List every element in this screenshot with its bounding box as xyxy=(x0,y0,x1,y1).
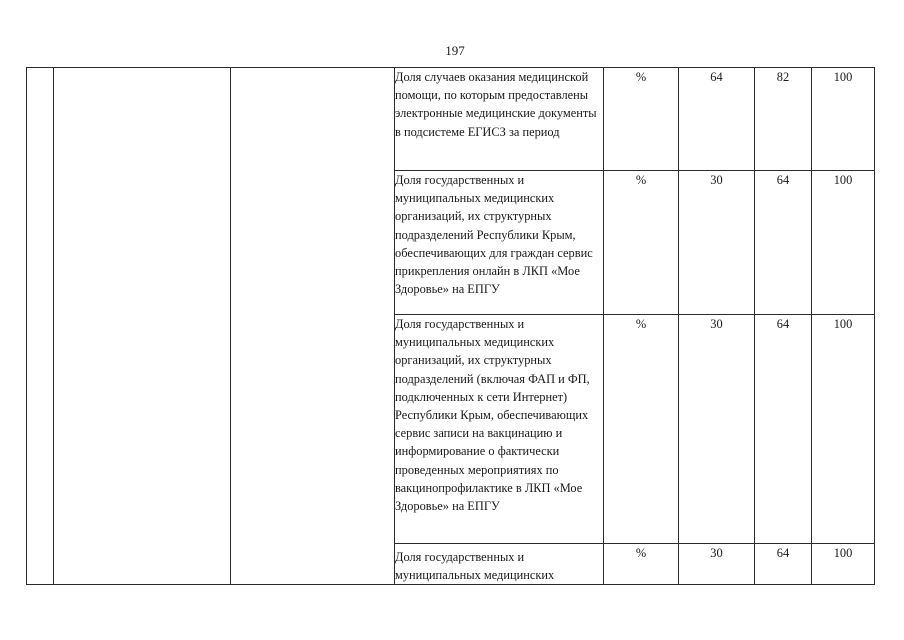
indicators-table xyxy=(26,67,875,585)
indicator-description: Доля государственных и муниципальных медицинских xyxy=(395,544,604,585)
indicator-description: Доля государственных и муниципальных медицинских организаций, их структурных подразделений Республики Крым, обеспечивающих для граждан сервис прикрепления онлайн в ЛКП «Мое Здоровье» на ЕПГУ xyxy=(395,171,604,315)
page-number-text: 197 xyxy=(445,43,465,58)
indicator-description: Доля случаев оказания медицинской помощи, по которым предоставлены электронные медицинские документы в подсистеме ЕГИСЗ за период xyxy=(395,68,604,171)
indicator-unit: % xyxy=(604,544,679,585)
indicator-value-2: 64 xyxy=(755,544,812,585)
indicator-description: Доля государственных и муниципальных медицинских организаций, их структурных подразделений (включая ФАП и ФП, подключенных к сети Интернет) Республики Крым, обеспечивающих сервис записи на вакцинацию и информирование о фактически проведенных мероприятиях по вакцинопрофилактике в ЛКП «Мое Здоровье» на ЕПГУ xyxy=(395,315,604,544)
indicator-unit: % xyxy=(604,171,679,315)
table-row xyxy=(27,68,875,171)
indicator-value-1: 30 xyxy=(679,171,755,315)
column-b-cell xyxy=(54,68,231,585)
indicator-unit: % xyxy=(604,315,679,544)
indicator-unit: % xyxy=(604,68,679,171)
indicator-value-2: 64 xyxy=(755,171,812,315)
indicator-value-3: 100 xyxy=(812,171,875,315)
indicator-value-3: 100 xyxy=(812,544,875,585)
indicator-value-2: 64 xyxy=(755,315,812,544)
indicator-value-1: 30 xyxy=(679,315,755,544)
indicator-value-3: 100 xyxy=(812,68,875,171)
page-number xyxy=(0,43,904,59)
column-a-cell xyxy=(27,68,54,585)
indicator-value-3: 100 xyxy=(812,315,875,544)
indicator-value-2: 82 xyxy=(755,68,812,171)
indicator-value-1: 30 xyxy=(679,544,755,585)
column-c-cell xyxy=(231,68,395,585)
indicator-value-1: 64 xyxy=(679,68,755,171)
